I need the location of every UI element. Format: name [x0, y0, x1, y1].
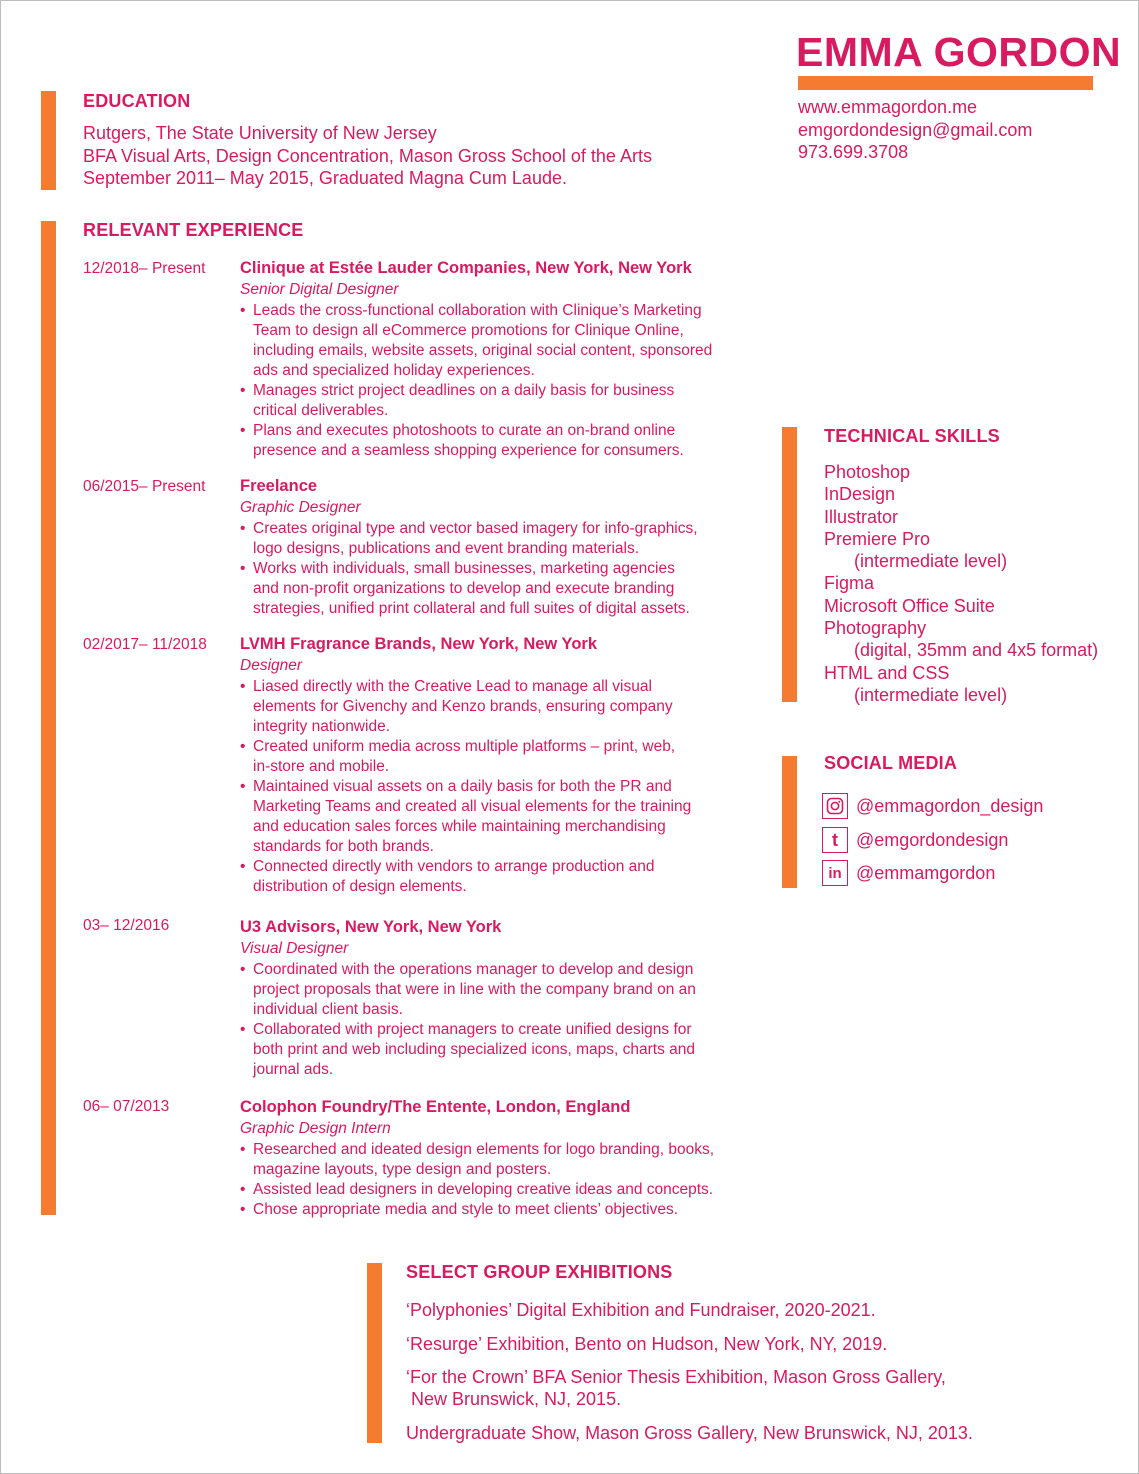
job-bullet: [240, 559, 770, 619]
job-dates: 12/2018– Present: [83, 260, 206, 277]
website-link[interactable]: www.emmagordon.me: [798, 97, 978, 117]
linkedin-handle[interactable]: @emmamgordon: [856, 862, 996, 883]
bullet-icon: •: [240, 1201, 246, 1218]
skills-heading: TECHNICAL SKILLS: [824, 426, 1000, 446]
contact-block: [798, 96, 1032, 164]
job-bullet-text: Works with individuals, small businesses, marketing agencies and non-profit organizations to develop and execute branding strategies, unified print collateral and full suites of digital assets.: [253, 560, 690, 617]
job-bullet: [240, 1180, 770, 1200]
skill-item: Illustrator: [824, 506, 899, 527]
social-linkedin[interactable]: [822, 860, 995, 886]
exhibition-item: Undergraduate Show, Mason Gross Gallery, New Brunswick, NJ, 2013.: [406, 1423, 973, 1443]
skills-list: [824, 461, 1098, 706]
job-bullet-text: Manages strict project deadlines on a daily basis for business critical deliverables.: [253, 382, 675, 419]
exhibition-item: ‘For the Crown’ BFA Senior Thesis Exhibition, Mason Gross Gallery, New Brunswick, NJ, 2015.: [406, 1367, 946, 1409]
tumblr-handle[interactable]: @emgordondesign: [856, 829, 1009, 850]
instagram-icon: [822, 793, 848, 819]
bullet-icon: •: [240, 382, 246, 399]
job-role: Graphic Designer: [240, 499, 361, 516]
bullet-icon: •: [240, 961, 246, 978]
job-bullet: [240, 301, 770, 381]
email-link[interactable]: emgordondesign@gmail.com: [798, 119, 1033, 140]
education-degree: BFA Visual Arts, Design Concentration, Mason Gross School of the Arts: [83, 145, 652, 166]
bullet-icon: •: [240, 778, 246, 795]
job-bullet: [240, 737, 770, 777]
job-bullet: [240, 381, 770, 421]
exhibition-item: ‘Resurge’ Exhibition, Bento on Hudson, New York, NY, 2019.: [406, 1334, 888, 1354]
job-company: U3 Advisors, New York, New York: [240, 918, 502, 936]
social-heading: SOCIAL MEDIA: [824, 753, 958, 773]
bullet-icon: •: [240, 678, 246, 695]
education-school: Rutgers, The State University of New Jersey: [83, 123, 437, 143]
bullet-icon: •: [240, 302, 246, 319]
skill-note: (digital, 35mm and 4x5 format): [854, 640, 1099, 661]
skill-item: Microsoft Office Suite: [824, 595, 995, 616]
job-bullet-text: Leads the cross-functional collaboration with Clinique’s Marketing Team to design all eCommerce promotions for Clinique Online, including emails, website assets, original social content, sponsored ads and specialized holiday experiences.: [253, 302, 713, 379]
bullet-icon: •: [240, 1141, 246, 1158]
bullet-icon: •: [240, 560, 246, 577]
job-dates: 06– 07/2013: [83, 1098, 170, 1115]
job-bullet: [240, 857, 770, 897]
job-bullet: [240, 1140, 770, 1180]
job-bullet: [240, 777, 770, 857]
job-role: Senior Digital Designer: [240, 281, 399, 298]
job-entry: [240, 257, 770, 461]
experience-heading: RELEVANT EXPERIENCE: [83, 220, 304, 240]
job-company: Colophon Foundry/The Entente, London, England: [240, 1098, 631, 1116]
skill-note: (intermediate level): [854, 684, 1008, 705]
job-bullet-text: Created uniform media across multiple platforms – print, web, in-store and mobile.: [253, 738, 676, 775]
job-bullet-text: Liased directly with the Creative Lead to manage all visual elements for Givenchy and Kenzo brands, ensuring company integrity nationwide.: [253, 678, 673, 735]
bullet-icon: •: [240, 422, 246, 439]
phone-number: 973.699.3708: [798, 142, 909, 162]
instagram-handle[interactable]: @emmagordon_design: [856, 795, 1044, 816]
skill-item: Photoshop: [824, 462, 911, 482]
job-entry: [240, 916, 770, 1080]
bullet-icon: •: [240, 520, 246, 537]
name-underline-bar: [798, 76, 1093, 90]
skill-item: HTML and CSS: [824, 662, 950, 683]
bullet-icon: •: [240, 738, 246, 755]
skill-item: Premiere Pro: [824, 528, 931, 549]
education-details: [83, 122, 652, 190]
social-tumblr[interactable]: [822, 827, 1008, 853]
job-bullet-text: Connected directly with vendors to arrange production and distribution of design elements.: [253, 858, 655, 895]
job-company: LVMH Fragrance Brands, New York, New York: [240, 635, 597, 653]
job-bullet-text: Chose appropriate media and style to meet clients’ objectives.: [253, 1201, 679, 1218]
job-bullet-text: Assisted lead designers in developing creative ideas and concepts.: [253, 1181, 714, 1198]
skill-item: Figma: [824, 573, 875, 594]
job-dates: 03– 12/2016: [83, 917, 170, 934]
job-bullet: [240, 519, 770, 559]
job-entry: [240, 633, 770, 897]
bullet-icon: •: [240, 1181, 246, 1198]
name-heading: EMMA GORDON: [796, 29, 1122, 75]
skill-item: InDesign: [824, 484, 896, 505]
job-bullet: [240, 677, 770, 737]
job-bullet: [240, 1020, 770, 1080]
job-dates: 06/2015– Present: [83, 478, 206, 495]
job-entry: [240, 1096, 770, 1220]
job-bullet-text: Collaborated with project managers to create unified designs for both print and web including specialized icons, maps, charts and journal ads.: [253, 1021, 696, 1078]
job-bullet: [240, 960, 770, 1020]
bullet-icon: •: [240, 858, 246, 875]
job-entry: [240, 475, 770, 619]
job-bullet-text: Plans and executes photoshoots to curate an on-brand online presence and a seamless shopping experience for consumers.: [253, 422, 684, 459]
experience-accent-bar: [41, 221, 56, 1215]
exhibitions-accent-bar: [367, 1263, 382, 1443]
job-bullet-text: Maintained visual assets on a daily basis for both the PR and Marketing Teams and created all visual elements for the training and education sales forces while maintaining merchandising standards for both brands.: [253, 778, 692, 855]
job-bullet: [240, 1200, 770, 1220]
job-bullet-text: Researched and ideated design elements for logo branding, books, magazine layouts, type design and posters.: [253, 1141, 715, 1178]
social-accent-bar: [782, 756, 797, 888]
tumblr-icon: t: [822, 827, 848, 853]
social-instagram[interactable]: [822, 793, 1043, 819]
job-bullet-text: Coordinated with the operations manager to develop and design project proposals that were in line with the company brand on an individual client basis.: [253, 961, 696, 1018]
job-role: Graphic Design Intern: [240, 1120, 391, 1137]
job-role: Visual Designer: [240, 940, 349, 957]
education-heading: EDUCATION: [83, 91, 191, 111]
education-dates: September 2011– May 2015, Graduated Magna Cum Laude.: [83, 168, 567, 189]
exhibition-item: ‘Polyphonies’ Digital Exhibition and Fundraiser, 2020-2021.: [406, 1300, 876, 1320]
skill-note: (intermediate level): [854, 551, 1008, 572]
job-role: Designer: [240, 657, 303, 674]
job-company: Freelance: [240, 477, 318, 495]
skill-item: Photography: [824, 618, 927, 639]
job-bullet: [240, 421, 770, 461]
education-accent-bar: [41, 91, 56, 190]
job-company: Clinique at Estée Lauder Companies, New York, New York: [240, 259, 692, 277]
linkedin-icon: in: [822, 860, 848, 886]
skills-accent-bar: [782, 427, 797, 702]
exhibitions-heading: SELECT GROUP EXHIBITIONS: [406, 1262, 673, 1282]
bullet-icon: •: [240, 1021, 246, 1038]
job-dates: 02/2017– 11/2018: [83, 636, 207, 653]
job-bullet-text: Creates original type and vector based imagery for info-graphics, logo designs, publications and event branding materials.: [253, 520, 698, 557]
